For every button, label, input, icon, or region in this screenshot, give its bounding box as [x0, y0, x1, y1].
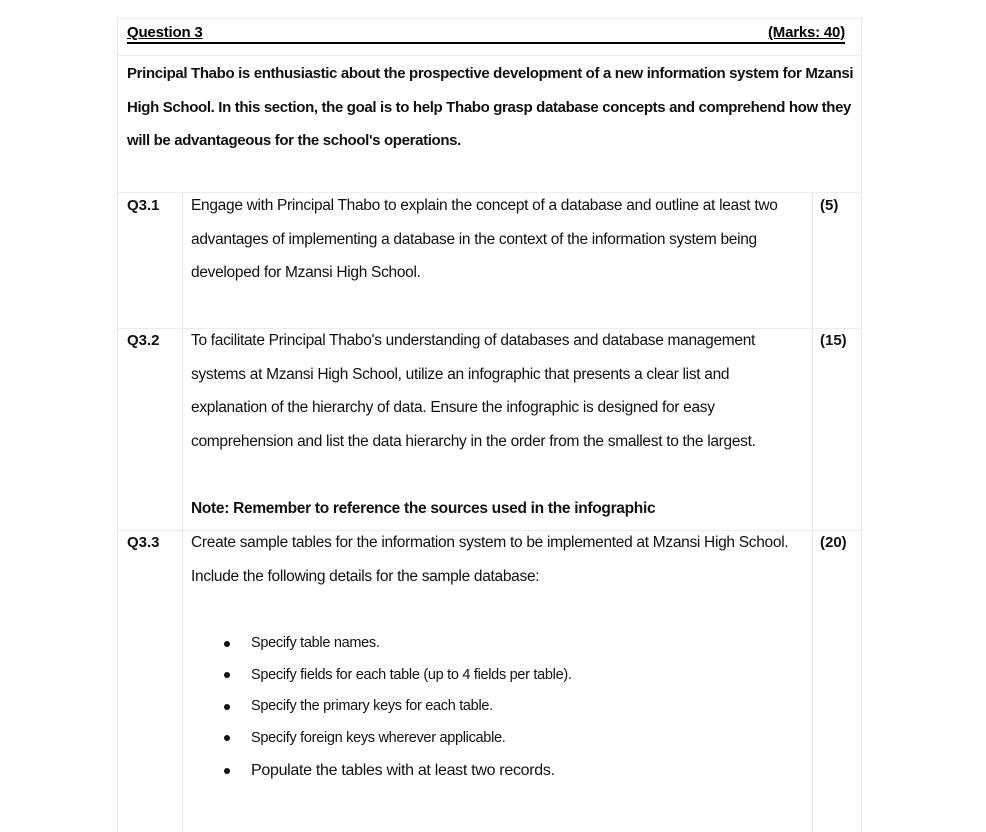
- question-text-3-3: Create sample tables for the information system to be implemented at Mzansi High School. Include the following details for the sample database:: [191, 534, 789, 585]
- bullet-icon: [224, 735, 230, 741]
- column-divider-marks: [812, 192, 813, 832]
- question-number-3-1: Q3.1: [127, 197, 160, 214]
- question-document: [117, 18, 862, 832]
- requirements-list: [218, 628, 572, 787]
- list-item: Populate the tables with at least two records.: [218, 754, 572, 787]
- list-item: Specify fields for each table (up to 4 fields per table).: [218, 660, 572, 692]
- question-title: Question 3: [127, 24, 203, 41]
- question-header: [127, 23, 845, 44]
- question-header-row: [118, 19, 861, 56]
- question-total-marks: (Marks: 40): [768, 24, 845, 41]
- question-text-3-2: [191, 324, 807, 458]
- question-number-3-3: Q3.3: [127, 534, 160, 551]
- list-item: Specify table names.: [218, 628, 572, 660]
- question-note-3-2: Note: Remember to reference the sources used in the infographic: [191, 500, 656, 517]
- question-marks-3-3: (20): [820, 534, 847, 551]
- question-marks-3-1: (5): [820, 197, 839, 214]
- bullet-icon: [224, 768, 230, 774]
- question-marks-3-2: (15): [820, 332, 847, 349]
- question-number-3-2: Q3.2: [127, 332, 160, 349]
- column-divider-number: [182, 192, 183, 832]
- list-item: Specify the primary keys for each table.: [218, 691, 572, 723]
- bullet-icon: [224, 704, 230, 710]
- bullet-icon: [224, 641, 230, 647]
- question-body-3-2: To facilitate Principal Thabo's understanding of databases and database management systems at Mzansi High School, utilize an infographic that presents a clear list and explanation of the hierarchy of data. Ensure the infographic is designed for easy comprehension and list the data hierarchy in the order from the smallest to the largest.: [191, 332, 756, 450]
- bullet-icon: [224, 672, 230, 678]
- list-item: Specify foreign keys wherever applicable.: [218, 723, 572, 755]
- question-intro: Principal Thabo is enthusiastic about the prospective development of a new information system for Mzansi High School. In this section, the goal is to help Thabo grasp database concepts and comprehend how they will be advantageous for the school's operations.: [127, 65, 854, 149]
- question-text-3-1: Engage with Principal Thabo to explain the concept of a database and outline at least two advantages of implementing a database in the context of the information system being developed for Mzansi High School.: [191, 197, 778, 281]
